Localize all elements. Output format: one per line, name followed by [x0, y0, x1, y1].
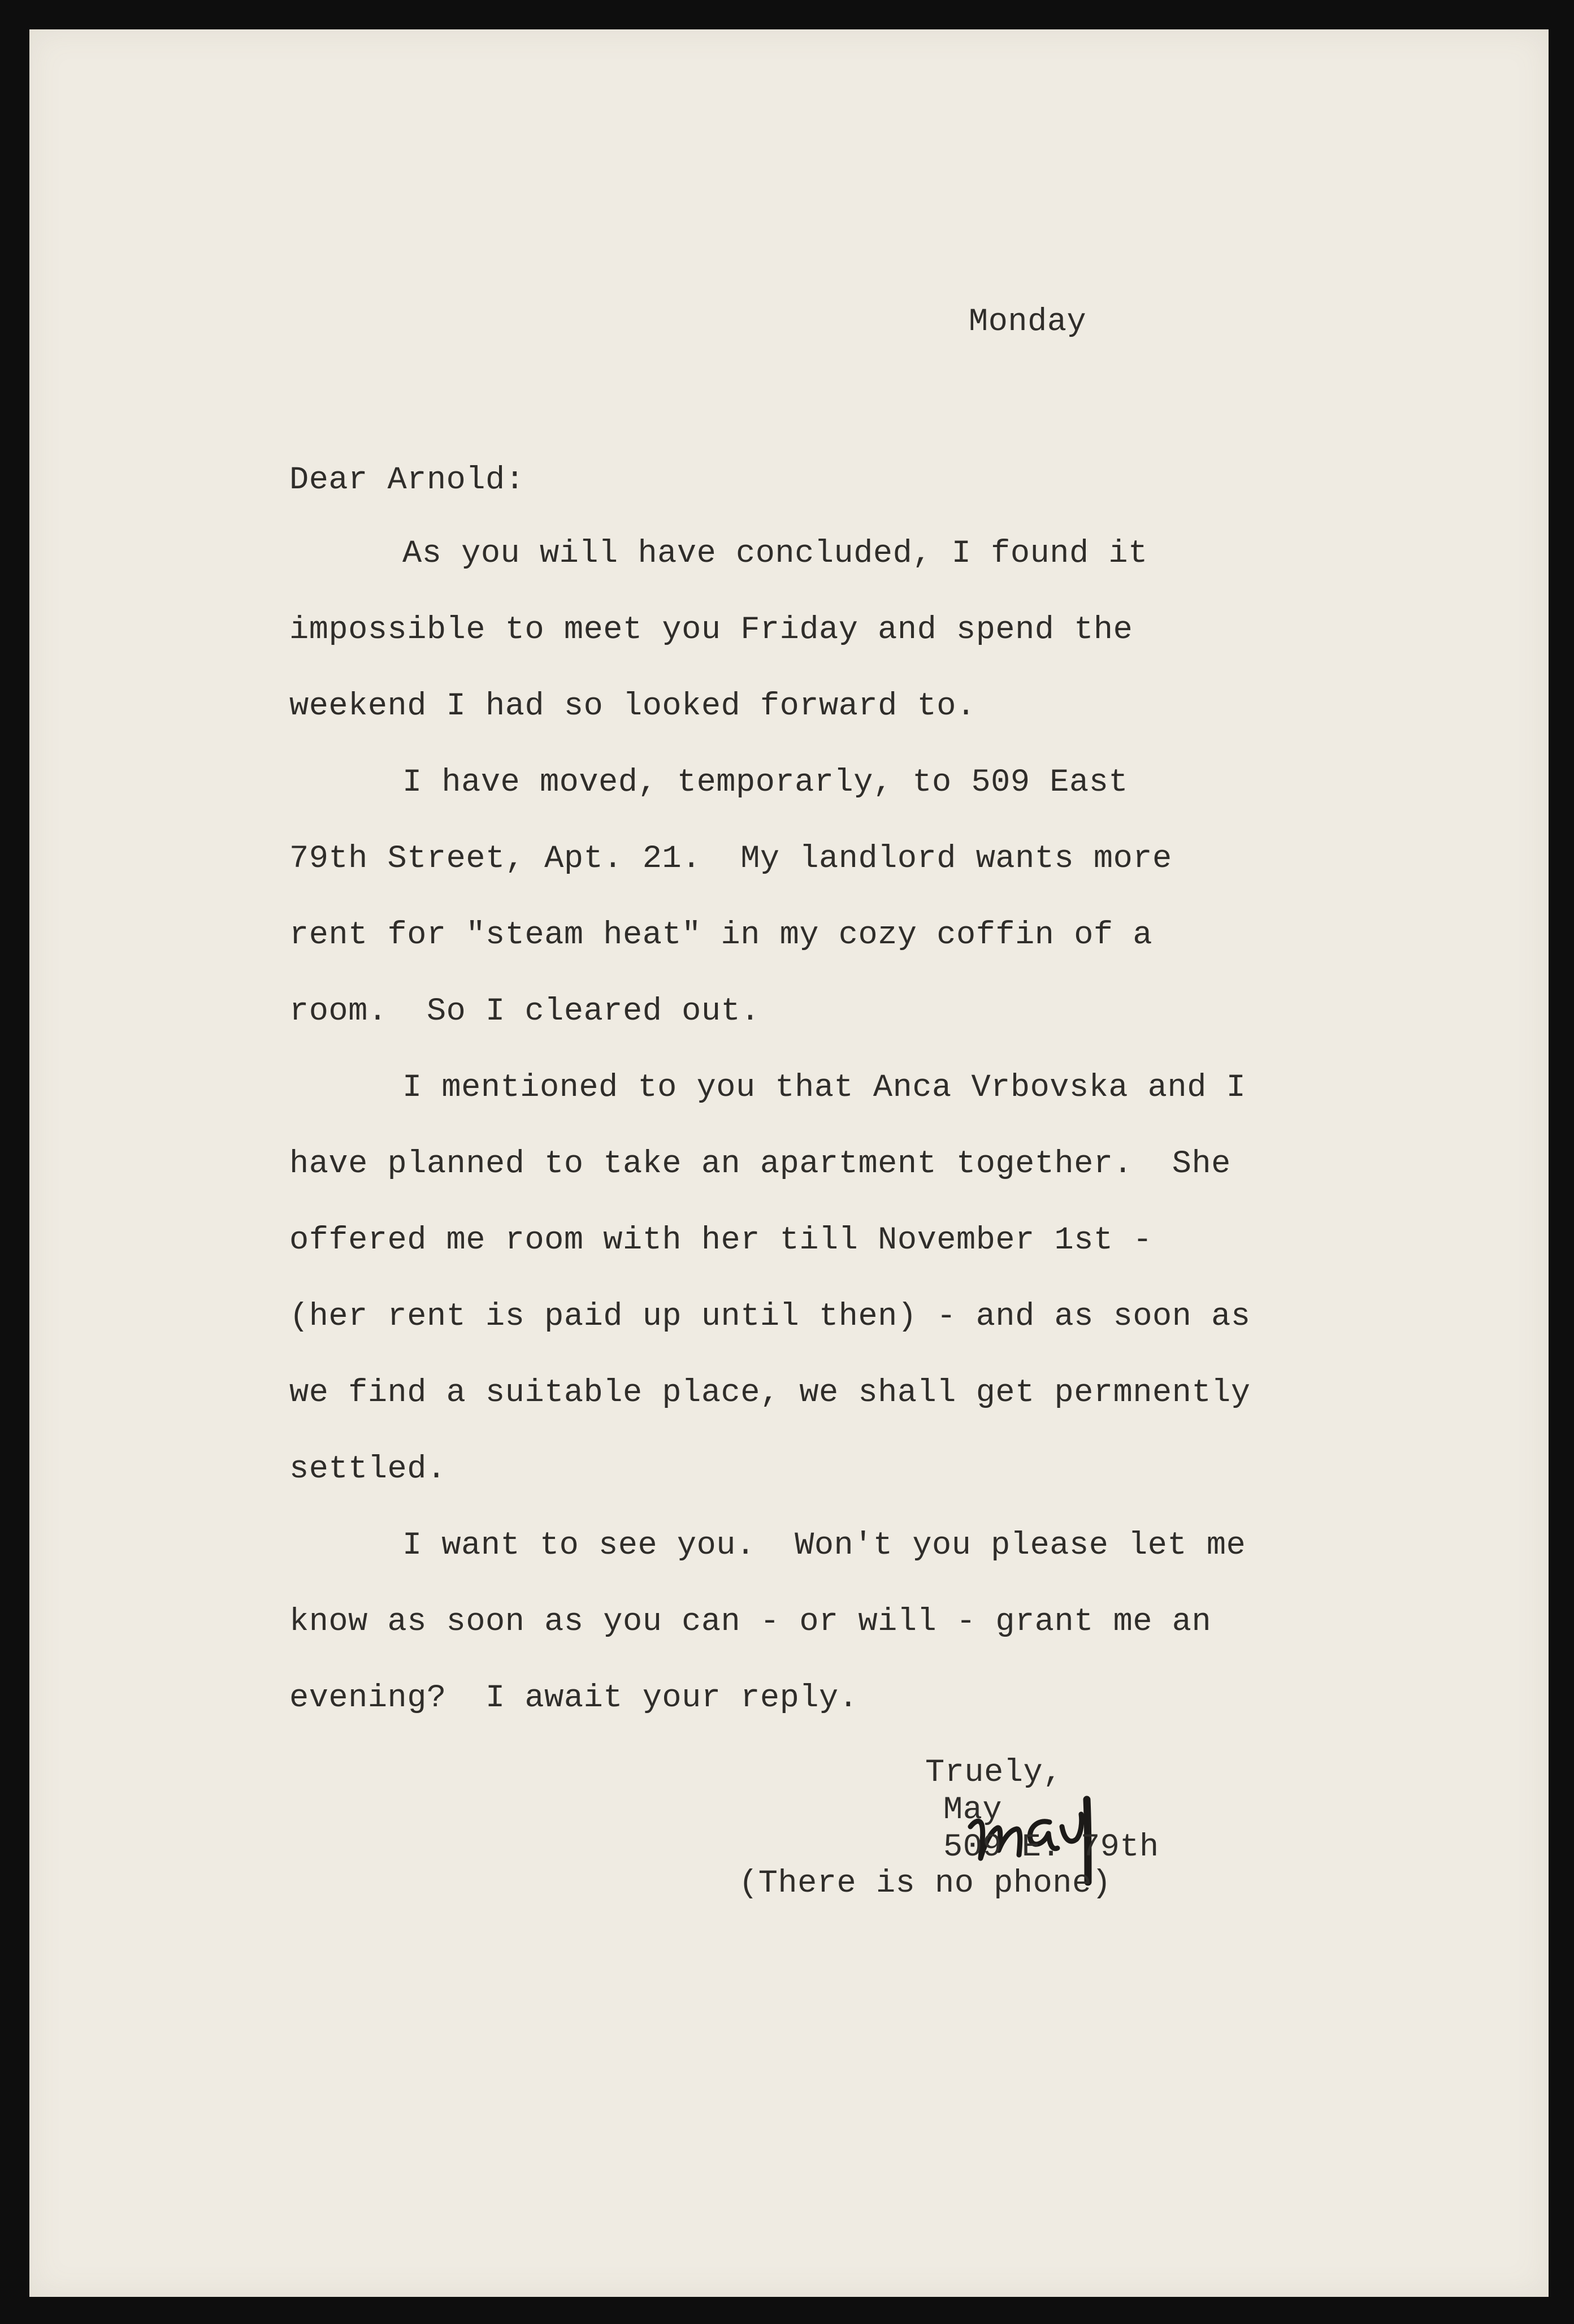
letter-page [29, 29, 1549, 2297]
body-line: settled. [289, 1451, 446, 1488]
phone-note: (There is no phone) [739, 1866, 1112, 1902]
body-line: I want to see you. Won't you please let me [402, 1528, 1246, 1564]
body-line: we find a suitable place, we shall get permnently [289, 1375, 1251, 1411]
body-line: impossible to meet you Friday and spend the [289, 612, 1133, 648]
body-line: evening? I await your reply. [289, 1680, 858, 1716]
body-line: I mentioned to you that Anca Vrbovska and I [402, 1070, 1246, 1106]
body-line: know as soon as you can - or will - grant me an [289, 1604, 1212, 1640]
salutation: Dear Arnold: [289, 462, 525, 498]
body-line: room. So I cleared out. [289, 994, 760, 1030]
body-line: rent for "steam heat" in my cozy coffin of a [289, 917, 1153, 953]
body-line: offered me room with her till November 1st - [289, 1222, 1153, 1259]
body-line: I have moved, temporarly, to 509 East [402, 765, 1129, 801]
letter-date: Monday [969, 304, 1087, 340]
body-line: weekend I had so looked forward to. [289, 688, 976, 725]
body-line: have planned to take an apartment together. She [289, 1146, 1231, 1182]
return-address: 509 E. 79th [943, 1829, 1159, 1866]
closing: Truely, [925, 1755, 1063, 1791]
body-line: 79th Street, Apt. 21. My landlord wants more [289, 841, 1172, 877]
body-line: (her rent is paid up until then) - and as soon as [289, 1299, 1251, 1335]
typed-name: May [943, 1792, 1003, 1828]
body-line: As you will have concluded, I found it [402, 536, 1148, 572]
